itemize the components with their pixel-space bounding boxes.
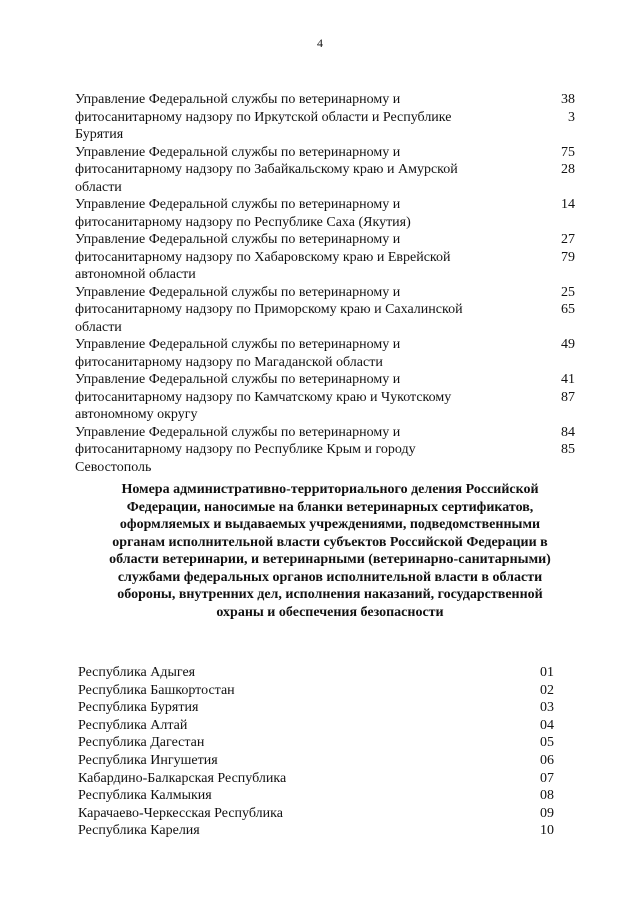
region-code: 01 [540,665,554,680]
agency-codes [535,144,575,179]
heading-line: области ветеринарии, и ветеринарными (ветеринарно-санитарными) [109,552,551,567]
region-code: 41 [561,372,575,387]
region-code: 28 [561,162,575,177]
region-code: 04 [540,717,554,733]
heading-line: охраны и обеспечения безопасности [216,604,444,620]
region-code: 85 [561,442,575,457]
heading-line: Номера административно-территориального деления Российской [121,482,539,497]
agency-name-line: Управление Федеральной службы по ветеринарному и [75,372,401,387]
page-number: 4 [317,36,323,50]
region-code: 09 [540,805,554,821]
agency-codes [535,91,575,126]
region-code: 84 [561,424,575,440]
heading-line: органам исполнительной власти субъектов Российской Федерации в [112,534,548,550]
agency-name-line: Управление Федеральной службы по ветеринарному и [75,284,401,300]
region-list [78,664,558,840]
agency-row [75,424,575,477]
heading-line: обороны, внутренних дел, исполнения наказаний, государственной [117,587,543,602]
agency-name-line: Севостополь [75,459,152,475]
agency-codes [535,424,575,459]
agency-codes [535,336,575,354]
agency-name [75,336,505,371]
region-row [78,752,558,770]
region-row [78,717,558,735]
agency-codes [535,231,575,266]
region-name: Республика Ингушетия [78,752,218,768]
heading-line: Федерации, наносимые на бланки ветеринарных сертификатов, [126,499,534,515]
region-name: Республика Адыгея [78,665,196,680]
section-heading [95,481,565,621]
region-code: 02 [540,682,554,698]
region-code: 08 [540,788,554,804]
agency-name-line: области [75,319,122,335]
region-code: 49 [561,337,575,352]
agency-name [75,144,505,197]
agency-row [75,371,575,424]
agency-name-line: фитосанитарному надзору по Магаданской области [75,354,383,370]
region-code: 75 [561,144,575,160]
agency-name-line: фитосанитарному надзору по Забайкальскому краю и Амурской [75,162,458,177]
agency-name-line: фитосанитарному надзору по Камчатскому краю и Чукотскому [75,389,452,405]
agency-name-line: Управление Федеральной службы по ветеринарному и [75,144,401,160]
region-row [78,770,558,788]
region-row [78,699,558,717]
agency-name-line: фитосанитарному надзору по Республике Саха (Якутия) [75,214,411,230]
region-name: Карачаево-Черкесская Республика [78,805,283,821]
agency-name-line: Управление Федеральной службы по ветеринарному и [75,197,401,212]
region-name: Республика Дагестан [78,735,205,751]
agency-row [75,144,575,197]
agency-name-line: автономному округу [75,407,198,422]
agency-name-line: области [75,179,122,195]
region-code: 65 [561,302,575,317]
agency-row [75,284,575,337]
agency-row [75,91,575,144]
agency-name-line: фитосанитарному надзору по Хабаровскому краю и Еврейской [75,249,451,265]
agency-name-line: фитосанитарному надзору по Республике Крым и городу [75,442,416,457]
region-code: 07 [540,770,554,786]
region-row [78,787,558,805]
agency-codes [535,371,575,406]
agency-codes [535,196,575,214]
region-row [78,734,558,752]
region-name: Республика Калмыкия [78,788,212,804]
agency-name-line: Управление Федеральной службы по ветеринарному и [75,337,401,352]
region-code: 87 [561,389,575,405]
region-code: 3 [568,109,575,125]
region-code: 06 [540,752,554,768]
region-code: 79 [561,249,575,265]
agency-name [75,231,505,284]
agency-row [75,336,575,371]
region-row [78,822,558,840]
agency-name [75,196,505,231]
region-code: 27 [561,232,575,247]
agency-codes [535,284,575,319]
agency-name [75,91,505,144]
region-name: Республика Карелия [78,823,200,839]
region-row [78,805,558,823]
agency-name-line: Управление Федеральной службы по ветеринарному и [75,424,401,440]
region-row [78,682,558,700]
region-code: 03 [540,700,554,716]
agency-row [75,196,575,231]
region-row [78,664,558,682]
agency-name [75,424,505,477]
agency-name-line: Бурятия [75,127,124,142]
region-code: 05 [540,735,554,751]
agency-name [75,284,505,337]
agency-name-line: фитосанитарному надзору по Приморскому краю и Сахалинской [75,302,463,317]
agency-name [75,371,505,424]
agency-name-line: Управление Федеральной службы по ветеринарному и [75,92,401,107]
region-name: Республика Алтай [78,717,188,733]
region-code: 25 [561,284,575,300]
heading-line: оформляемых и выдаваемых учреждениями, подведомственными [119,517,541,532]
agency-name-line: автономной области [75,267,196,282]
agency-row [75,231,575,284]
region-code: 38 [561,92,575,107]
region-code: 14 [561,197,575,212]
heading-line: службами федеральных органов исполнительной власти в области [117,569,543,585]
agency-name-line: Управление Федеральной службы по ветеринарному и [75,232,401,247]
region-name: Республика Бурятия [78,700,199,716]
region-name: Республика Башкортостан [78,682,235,698]
agency-name-line: фитосанитарному надзору по Иркутской области и Республике [75,109,452,125]
agency-list [75,91,575,476]
region-name: Кабардино-Балкарская Республика [78,770,287,786]
region-code: 10 [540,823,554,839]
